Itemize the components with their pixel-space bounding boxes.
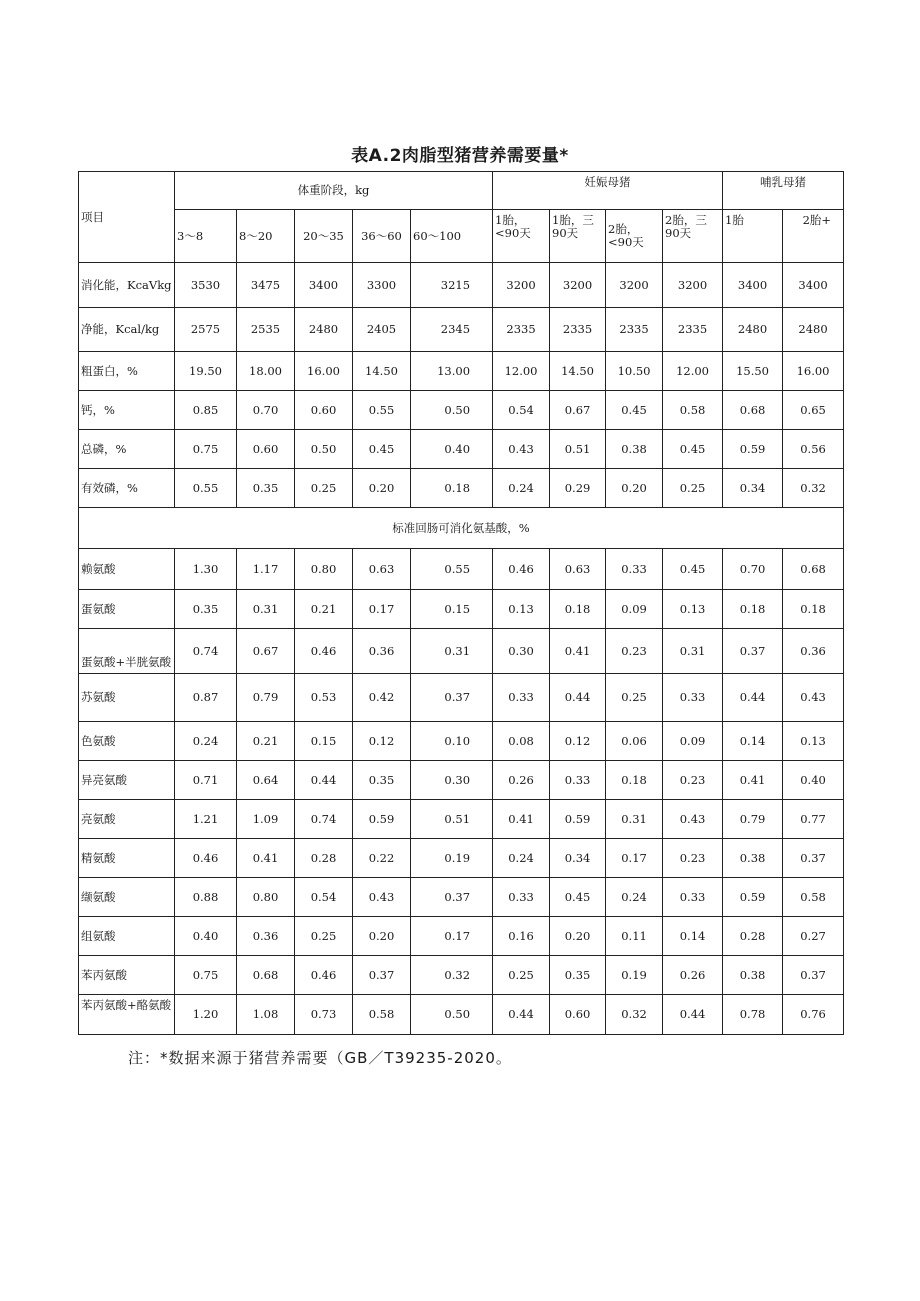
col-header: 8～20 bbox=[237, 210, 295, 263]
value-cell: 0.31 bbox=[411, 629, 493, 674]
value-cell: 0.70 bbox=[237, 391, 295, 430]
value-cell: 0.13 bbox=[663, 590, 723, 629]
value-cell: 0.36 bbox=[353, 629, 411, 674]
value-cell: 3200 bbox=[493, 263, 550, 308]
value-cell: 0.76 bbox=[783, 995, 844, 1035]
col-header: 1胎，<90天 bbox=[493, 210, 550, 263]
value-cell: 12.00 bbox=[663, 352, 723, 391]
value-cell: 0.41 bbox=[723, 761, 783, 800]
value-cell: 1.08 bbox=[237, 995, 295, 1035]
table-row bbox=[79, 956, 844, 995]
table-row bbox=[79, 263, 844, 308]
table-row bbox=[79, 308, 844, 352]
value-cell: 0.17 bbox=[353, 590, 411, 629]
value-cell: 0.33 bbox=[493, 674, 550, 722]
value-cell: 0.46 bbox=[295, 956, 353, 995]
value-cell: 0.35 bbox=[237, 469, 295, 508]
table-title: 表A.2肉脂型猪营养需要量* bbox=[351, 146, 569, 166]
value-cell: 0.24 bbox=[175, 722, 237, 761]
col-header: 3～8 bbox=[175, 210, 237, 263]
value-cell: 0.59 bbox=[723, 878, 783, 917]
col-header: 20～35 bbox=[295, 210, 353, 263]
value-cell: 0.25 bbox=[295, 469, 353, 508]
row-label: 总磷，% bbox=[79, 430, 175, 469]
value-cell: 0.63 bbox=[353, 549, 411, 590]
row-label: 赖氨酸 bbox=[79, 549, 175, 590]
value-cell: 0.65 bbox=[783, 391, 844, 430]
value-cell: 0.79 bbox=[723, 800, 783, 839]
value-cell: 0.09 bbox=[663, 722, 723, 761]
value-cell: 0.41 bbox=[550, 629, 606, 674]
value-cell: 0.12 bbox=[550, 722, 606, 761]
table-row bbox=[79, 878, 844, 917]
value-cell: 0.25 bbox=[606, 674, 663, 722]
table-row bbox=[79, 761, 844, 800]
value-cell: 16.00 bbox=[783, 352, 844, 391]
value-cell: 0.45 bbox=[606, 391, 663, 430]
value-cell: 0.79 bbox=[237, 674, 295, 722]
value-cell: 0.75 bbox=[175, 956, 237, 995]
value-cell: 2335 bbox=[606, 308, 663, 352]
value-cell: 13.00 bbox=[411, 352, 493, 391]
value-cell: 0.40 bbox=[175, 917, 237, 956]
value-cell: 0.75 bbox=[175, 430, 237, 469]
value-cell: 0.33 bbox=[493, 878, 550, 917]
value-cell: 0.54 bbox=[493, 391, 550, 430]
value-cell: 0.45 bbox=[550, 878, 606, 917]
value-cell: 0.71 bbox=[175, 761, 237, 800]
value-cell: 10.50 bbox=[606, 352, 663, 391]
value-cell: 0.50 bbox=[411, 391, 493, 430]
value-cell: 0.59 bbox=[723, 430, 783, 469]
value-cell: 0.35 bbox=[353, 761, 411, 800]
value-cell: 2575 bbox=[175, 308, 237, 352]
value-cell: 0.59 bbox=[550, 800, 606, 839]
table-row bbox=[79, 995, 844, 1035]
row-label: 净能，Kcal/kg bbox=[79, 308, 175, 352]
value-cell: 0.40 bbox=[411, 430, 493, 469]
value-cell: 3475 bbox=[237, 263, 295, 308]
value-cell: 0.42 bbox=[353, 674, 411, 722]
table-row bbox=[79, 839, 844, 878]
section-label: 标准回肠可消化氨基酸，% bbox=[79, 508, 844, 549]
header-item: 项目 bbox=[79, 172, 175, 263]
value-cell: 15.50 bbox=[723, 352, 783, 391]
value-cell: 0.37 bbox=[353, 956, 411, 995]
value-cell: 0.18 bbox=[411, 469, 493, 508]
row-label: 苯丙氨酸+酪氨酸 bbox=[79, 995, 175, 1035]
row-label: 缬氨酸 bbox=[79, 878, 175, 917]
value-cell: 0.44 bbox=[663, 995, 723, 1035]
value-cell: 0.38 bbox=[606, 430, 663, 469]
value-cell: 0.34 bbox=[723, 469, 783, 508]
table-row bbox=[79, 391, 844, 430]
value-cell: 2335 bbox=[493, 308, 550, 352]
row-label: 组氨酸 bbox=[79, 917, 175, 956]
value-cell: 0.43 bbox=[493, 430, 550, 469]
value-cell: 0.67 bbox=[237, 629, 295, 674]
table-row bbox=[79, 674, 844, 722]
value-cell: 0.40 bbox=[783, 761, 844, 800]
header-lactating-group: 哺乳母猪 bbox=[723, 172, 844, 210]
value-cell: 0.46 bbox=[295, 629, 353, 674]
value-cell: 0.63 bbox=[550, 549, 606, 590]
value-cell: 0.50 bbox=[411, 995, 493, 1035]
value-cell: 3200 bbox=[663, 263, 723, 308]
value-cell: 0.46 bbox=[493, 549, 550, 590]
nutrition-table bbox=[78, 171, 844, 1035]
value-cell: 0.23 bbox=[606, 629, 663, 674]
value-cell: 3400 bbox=[783, 263, 844, 308]
header-weight-group: 体重阶段，kg bbox=[175, 172, 493, 210]
col-header: 36～60 bbox=[353, 210, 411, 263]
value-cell: 0.78 bbox=[723, 995, 783, 1035]
row-label: 色氨酸 bbox=[79, 722, 175, 761]
value-cell: 2535 bbox=[237, 308, 295, 352]
value-cell: 0.20 bbox=[353, 469, 411, 508]
value-cell: 0.14 bbox=[723, 722, 783, 761]
value-cell: 0.27 bbox=[783, 917, 844, 956]
header-pregnant-group: 妊娠母猪 bbox=[493, 172, 723, 210]
value-cell: 0.58 bbox=[783, 878, 844, 917]
value-cell: 0.32 bbox=[783, 469, 844, 508]
value-cell: 0.09 bbox=[606, 590, 663, 629]
value-cell: 0.15 bbox=[411, 590, 493, 629]
value-cell: 0.46 bbox=[175, 839, 237, 878]
value-cell: 0.23 bbox=[663, 839, 723, 878]
value-cell: 0.31 bbox=[663, 629, 723, 674]
value-cell: 0.17 bbox=[606, 839, 663, 878]
value-cell: 3400 bbox=[295, 263, 353, 308]
row-label: 苯丙氨酸 bbox=[79, 956, 175, 995]
value-cell: 0.16 bbox=[493, 917, 550, 956]
value-cell: 0.74 bbox=[175, 629, 237, 674]
value-cell: 0.73 bbox=[295, 995, 353, 1035]
value-cell: 2480 bbox=[723, 308, 783, 352]
value-cell: 0.29 bbox=[550, 469, 606, 508]
col-header: 2胎，<90天 bbox=[606, 210, 663, 263]
value-cell: 0.25 bbox=[295, 917, 353, 956]
value-cell: 0.18 bbox=[783, 590, 844, 629]
value-cell: 0.85 bbox=[175, 391, 237, 430]
col-header: 1胎 bbox=[723, 210, 783, 263]
value-cell: 0.35 bbox=[175, 590, 237, 629]
section-row bbox=[79, 508, 844, 549]
row-label: 蛋氨酸+半胱氨酸 bbox=[79, 629, 175, 674]
value-cell: 0.55 bbox=[411, 549, 493, 590]
value-cell: 0.37 bbox=[411, 674, 493, 722]
value-cell: 0.30 bbox=[411, 761, 493, 800]
value-cell: 12.00 bbox=[493, 352, 550, 391]
value-cell: 0.32 bbox=[411, 956, 493, 995]
value-cell: 0.28 bbox=[295, 839, 353, 878]
value-cell: 0.60 bbox=[295, 391, 353, 430]
value-cell: 0.55 bbox=[175, 469, 237, 508]
value-cell: 14.50 bbox=[353, 352, 411, 391]
value-cell: 0.58 bbox=[663, 391, 723, 430]
value-cell: 0.87 bbox=[175, 674, 237, 722]
value-cell: 0.43 bbox=[783, 674, 844, 722]
value-cell: 0.68 bbox=[237, 956, 295, 995]
value-cell: 0.53 bbox=[295, 674, 353, 722]
value-cell: 0.21 bbox=[237, 722, 295, 761]
value-cell: 0.19 bbox=[411, 839, 493, 878]
value-cell: 0.11 bbox=[606, 917, 663, 956]
value-cell: 0.68 bbox=[783, 549, 844, 590]
col-header: 2胎+ bbox=[783, 210, 844, 263]
value-cell: 3530 bbox=[175, 263, 237, 308]
value-cell: 0.12 bbox=[353, 722, 411, 761]
value-cell: 0.34 bbox=[550, 839, 606, 878]
footnote: 注：*数据来源于猪营养需要（GB／T39235-2020。 bbox=[128, 1049, 512, 1067]
value-cell: 0.77 bbox=[783, 800, 844, 839]
value-cell: 0.36 bbox=[237, 917, 295, 956]
value-cell: 0.43 bbox=[663, 800, 723, 839]
value-cell: 3200 bbox=[606, 263, 663, 308]
value-cell: 0.58 bbox=[353, 995, 411, 1035]
value-cell: 18.00 bbox=[237, 352, 295, 391]
value-cell: 0.45 bbox=[663, 549, 723, 590]
value-cell: 0.37 bbox=[783, 956, 844, 995]
value-cell: 0.38 bbox=[723, 956, 783, 995]
value-cell: 0.31 bbox=[237, 590, 295, 629]
value-cell: 0.67 bbox=[550, 391, 606, 430]
value-cell: 0.45 bbox=[353, 430, 411, 469]
row-label: 有效磷，% bbox=[79, 469, 175, 508]
table-row bbox=[79, 430, 844, 469]
value-cell: 0.33 bbox=[606, 549, 663, 590]
value-cell: 0.23 bbox=[663, 761, 723, 800]
value-cell: 0.68 bbox=[723, 391, 783, 430]
row-label: 亮氨酸 bbox=[79, 800, 175, 839]
row-label: 异亮氨酸 bbox=[79, 761, 175, 800]
table-row bbox=[79, 917, 844, 956]
table-row bbox=[79, 590, 844, 629]
value-cell: 0.26 bbox=[663, 956, 723, 995]
value-cell: 19.50 bbox=[175, 352, 237, 391]
value-cell: 0.51 bbox=[411, 800, 493, 839]
value-cell: 0.45 bbox=[663, 430, 723, 469]
table-row bbox=[79, 469, 844, 508]
value-cell: 0.35 bbox=[550, 956, 606, 995]
row-label: 苏氨酸 bbox=[79, 674, 175, 722]
value-cell: 0.18 bbox=[550, 590, 606, 629]
row-label: 蛋氨酸 bbox=[79, 590, 175, 629]
value-cell: 3200 bbox=[550, 263, 606, 308]
value-cell: 0.37 bbox=[411, 878, 493, 917]
value-cell: 0.28 bbox=[723, 917, 783, 956]
value-cell: 0.51 bbox=[550, 430, 606, 469]
value-cell: 0.21 bbox=[295, 590, 353, 629]
value-cell: 3215 bbox=[411, 263, 493, 308]
row-label: 钙，% bbox=[79, 391, 175, 430]
value-cell: 0.60 bbox=[550, 995, 606, 1035]
value-cell: 0.41 bbox=[493, 800, 550, 839]
value-cell: 0.15 bbox=[295, 722, 353, 761]
value-cell: 2335 bbox=[550, 308, 606, 352]
value-cell: 0.19 bbox=[606, 956, 663, 995]
value-cell: 0.88 bbox=[175, 878, 237, 917]
row-label: 粗蛋白，% bbox=[79, 352, 175, 391]
value-cell: 0.64 bbox=[237, 761, 295, 800]
value-cell: 0.10 bbox=[411, 722, 493, 761]
value-cell: 0.44 bbox=[550, 674, 606, 722]
value-cell: 16.00 bbox=[295, 352, 353, 391]
value-cell: 3400 bbox=[723, 263, 783, 308]
row-label: 消化能，KcaVkg bbox=[79, 263, 175, 308]
value-cell: 0.32 bbox=[606, 995, 663, 1035]
value-cell: 0.25 bbox=[663, 469, 723, 508]
table-row bbox=[79, 800, 844, 839]
value-cell: 1.30 bbox=[175, 549, 237, 590]
value-cell: 0.43 bbox=[353, 878, 411, 917]
value-cell: 0.18 bbox=[723, 590, 783, 629]
value-cell: 0.54 bbox=[295, 878, 353, 917]
value-cell: 0.26 bbox=[493, 761, 550, 800]
value-cell: 14.50 bbox=[550, 352, 606, 391]
value-cell: 0.18 bbox=[606, 761, 663, 800]
value-cell: 1.20 bbox=[175, 995, 237, 1035]
value-cell: 1.17 bbox=[237, 549, 295, 590]
value-cell: 0.08 bbox=[493, 722, 550, 761]
table-row bbox=[79, 352, 844, 391]
value-cell: 0.37 bbox=[783, 839, 844, 878]
col-header: 2胎，三90天 bbox=[663, 210, 723, 263]
value-cell: 0.25 bbox=[493, 956, 550, 995]
value-cell: 0.20 bbox=[550, 917, 606, 956]
value-cell: 2480 bbox=[783, 308, 844, 352]
table-row bbox=[79, 629, 844, 674]
value-cell: 0.70 bbox=[723, 549, 783, 590]
value-cell: 2345 bbox=[411, 308, 493, 352]
value-cell: 2335 bbox=[663, 308, 723, 352]
value-cell: 0.33 bbox=[663, 674, 723, 722]
value-cell: 3300 bbox=[353, 263, 411, 308]
value-cell: 0.33 bbox=[550, 761, 606, 800]
value-cell: 0.36 bbox=[783, 629, 844, 674]
value-cell: 2480 bbox=[295, 308, 353, 352]
value-cell: 0.55 bbox=[353, 391, 411, 430]
value-cell: 0.31 bbox=[606, 800, 663, 839]
value-cell: 0.74 bbox=[295, 800, 353, 839]
value-cell: 0.38 bbox=[723, 839, 783, 878]
value-cell: 0.37 bbox=[723, 629, 783, 674]
value-cell: 2405 bbox=[353, 308, 411, 352]
value-cell: 0.24 bbox=[493, 469, 550, 508]
value-cell: 0.80 bbox=[295, 549, 353, 590]
value-cell: 0.14 bbox=[663, 917, 723, 956]
value-cell: 1.09 bbox=[237, 800, 295, 839]
value-cell: 0.20 bbox=[353, 917, 411, 956]
value-cell: 0.44 bbox=[493, 995, 550, 1035]
value-cell: 0.22 bbox=[353, 839, 411, 878]
value-cell: 0.50 bbox=[295, 430, 353, 469]
value-cell: 0.20 bbox=[606, 469, 663, 508]
value-cell: 0.24 bbox=[606, 878, 663, 917]
value-cell: 1.21 bbox=[175, 800, 237, 839]
value-cell: 0.06 bbox=[606, 722, 663, 761]
value-cell: 0.56 bbox=[783, 430, 844, 469]
value-cell: 0.41 bbox=[237, 839, 295, 878]
value-cell: 0.60 bbox=[237, 430, 295, 469]
table-row bbox=[79, 722, 844, 761]
value-cell: 0.44 bbox=[295, 761, 353, 800]
value-cell: 0.33 bbox=[663, 878, 723, 917]
value-cell: 0.44 bbox=[723, 674, 783, 722]
col-header: 60～100 bbox=[411, 210, 493, 263]
value-cell: 0.13 bbox=[493, 590, 550, 629]
value-cell: 0.24 bbox=[493, 839, 550, 878]
value-cell: 0.80 bbox=[237, 878, 295, 917]
value-cell: 0.59 bbox=[353, 800, 411, 839]
value-cell: 0.13 bbox=[783, 722, 844, 761]
value-cell: 0.17 bbox=[411, 917, 493, 956]
col-header: 1胎，三90天 bbox=[550, 210, 606, 263]
table-row bbox=[79, 549, 844, 590]
value-cell: 0.30 bbox=[493, 629, 550, 674]
row-label: 精氨酸 bbox=[79, 839, 175, 878]
